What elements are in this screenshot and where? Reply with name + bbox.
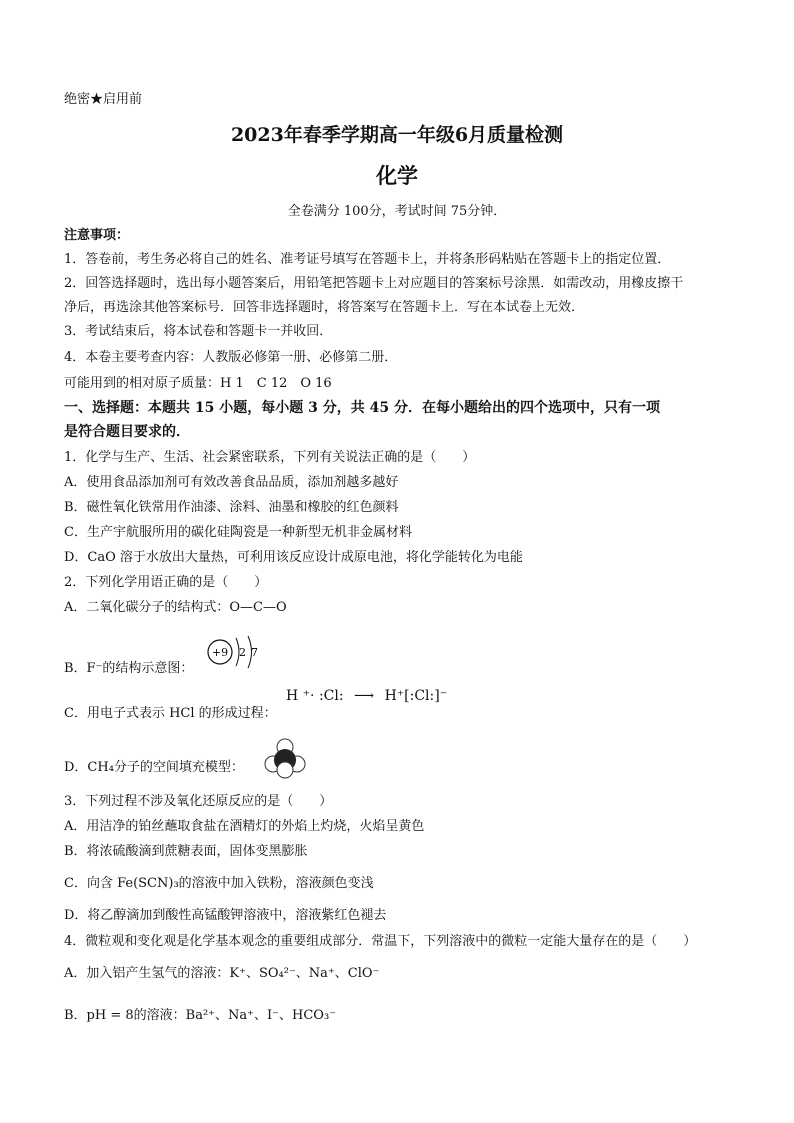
note-item: 2．回答选择题时，选出每小题答案后，用铅笔把答题卡上对应题目的答案标号涂黑．如需改动，用橡皮擦干 (64, 276, 684, 291)
question-1-option-d: D．CaO 溶于水放出大量热，可利用该反应设计成原电池，将化学能转化为电能 (64, 550, 523, 565)
shell-2-electrons: 7 (251, 646, 258, 659)
question-4-stem: 4．微粒观和变化观是化学基本观念的重要组成部分．常温下，下列溶液中的微粒一定能大量存在的是（ ） (64, 934, 697, 949)
question-1-option-c: C．生产宇航服所用的碳化硅陶瓷是一种新型无机非金属材料 (64, 525, 412, 540)
hcl-reactants: H ⁺· :Cl: (286, 688, 344, 704)
note-item: 净后，再选涂其他答案标号．回答非选择题时，将答案写在答题卡上．写在本试卷上无效． (64, 300, 585, 315)
question-3-option-c: C．向含 Fe(SCN)₃的溶液中加入铁粉，溶液颜色变浅 (64, 876, 374, 891)
question-1-option-b: B．磁性氧化铁常用作油漆、涂料、油墨和橡胶的红色颜料 (64, 500, 399, 515)
methane-space-filling-model (262, 736, 308, 782)
question-3-option-b: B．将浓硫酸滴到蔗糖表面，固体变黑膨胀 (64, 844, 308, 859)
confidential-label: 绝密★启用前 (64, 92, 143, 107)
question-4-option-b: B．pH = 8的溶液：Ba²⁺、Na⁺、I⁻、HCO₃⁻ (64, 1008, 337, 1023)
shell-1-electrons: 2 (239, 646, 246, 659)
note-item: 4．本卷主要考查内容：人教版必修第一册、必修第二册． (64, 350, 398, 365)
exam-info: 全卷满分 100分，考试时间 75分钟． (287, 204, 507, 219)
question-1-option-a: A．使用食品添加剂可有效改善食品品质，添加剂越多越好 (64, 475, 399, 490)
question-2-option-c: C．用电子式表示 HCl 的形成过程： (64, 706, 277, 721)
question-2-stem: 2．下列化学用语正确的是（ ） (64, 575, 268, 590)
notes-heading: 注意事项： (64, 228, 130, 243)
question-3-option-a: A．用洁净的铂丝蘸取食盐在酒精灯的外焰上灼烧，火焰呈黄色 (64, 819, 425, 834)
fluoride-ion-structure-diagram (206, 632, 266, 674)
subject-title: 化学 (376, 163, 418, 188)
note-item: 1．答卷前，考生务必将自己的姓名、准考证号填写在答题卡上，并将条形码粘贴在答题卡上的指定位置． (64, 252, 671, 267)
nucleus-charge: +9 (211, 646, 229, 659)
note-item: 3．考试结束后，将本试卷和答题卡一并收回． (64, 324, 333, 339)
hcl-formation-diagram (286, 688, 447, 724)
question-3-stem: 3．下列过程不涉及氧化还原反应的是（ ） (64, 794, 333, 809)
hydrogen-atom (277, 762, 293, 778)
question-3-option-d: D．将乙醇滴加到酸性高锰酸钾溶液中，溶液紫红色褪去 (64, 908, 387, 923)
question-2-option-d: D．CH₄分子的空间填充模型： (64, 760, 244, 775)
exam-title: 2023年春季学期高一年级6月质量检测 (230, 124, 564, 146)
question-2-option-b: B．F⁻的结构示意图： (64, 661, 194, 676)
section-heading: 一、选择题：本题共 15 小题，每小题 3 分，共 45 分．在每小题给出的四个选项中，只有一项 (64, 400, 660, 416)
question-2-option-a: A．二氧化碳分子的结构式：O—C—O (64, 600, 287, 615)
reaction-arrow: ⟶ (354, 688, 375, 704)
hcl-product: H⁺[:Cl:]⁻ (384, 688, 448, 704)
question-1-stem: 1．化学与生产、生活、社会紧密联系，下列有关说法正确的是（ ） (64, 450, 476, 465)
section-heading-cont: 是符合题目要求的． (64, 424, 190, 440)
atomic-mass-line: 可能用到的相对原子质量：H 1 C 12 O 16 (64, 376, 332, 391)
question-4-option-a: A．加入铝产生氢气的溶液：K⁺、SO₄²⁻、Na⁺、ClO⁻ (64, 966, 380, 981)
